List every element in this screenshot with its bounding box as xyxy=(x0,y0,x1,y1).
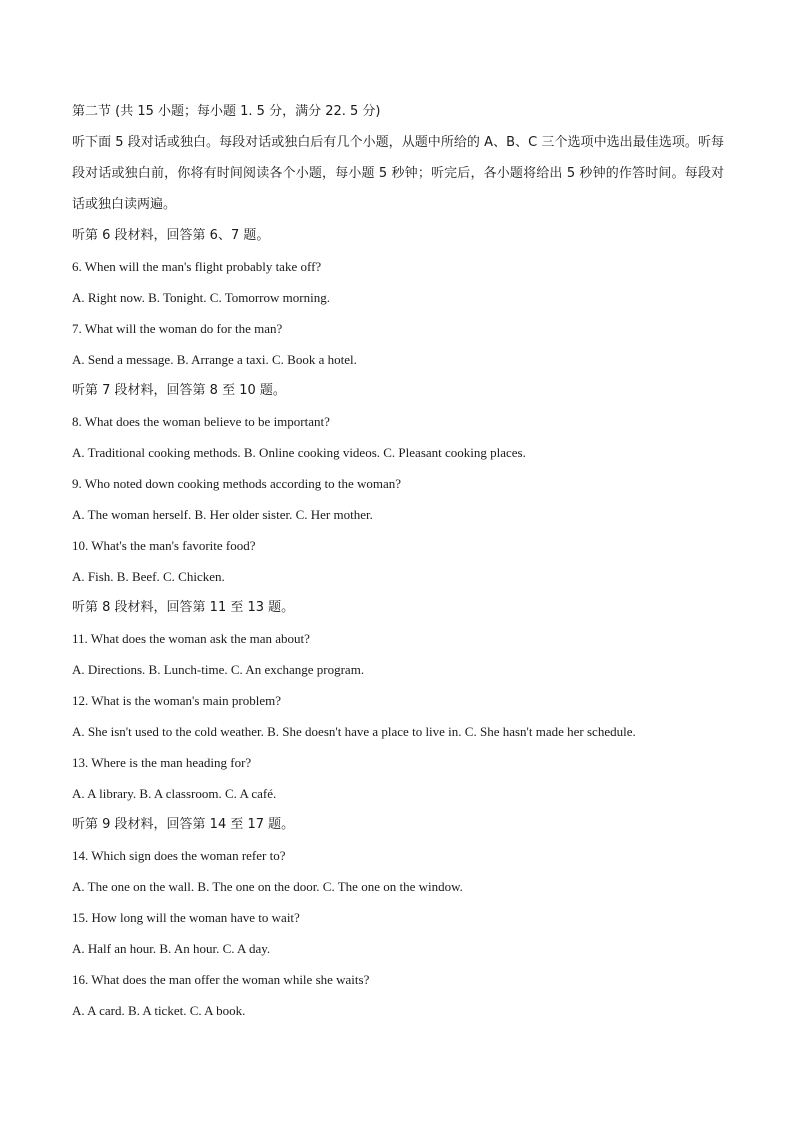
section-heading: 第二节 (共 15 小题；每小题 1. 5 分，满分 22. 5 分) xyxy=(72,104,381,119)
section-instruction: 听下面 5 段对话或独白。每段对话或独白后有几个小题，从题中所给的 A、B、C 三个选项中选出最佳选项。听每段对话或独白前，你将有时间阅读各个小题，每小题 5 秒钟；听完后，各小题将给出 5 秒钟的作答时间。每段对话或独白读两遍。 xyxy=(72,135,724,212)
question-text: 14. Which sign does the woman refer to? xyxy=(72,848,286,863)
question-options: A. Right now. B. Tonight. C. Tomorrow morning. xyxy=(72,290,330,305)
question-options: A. Directions. B. Lunch-time. C. An exchange program. xyxy=(72,662,365,677)
question-group xyxy=(72,375,724,592)
question-text: 15. How long will the woman have to wait? xyxy=(72,910,300,925)
document-page xyxy=(72,96,724,1026)
group-intro: 听第 8 段材料，回答第 11 至 13 题。 xyxy=(72,600,295,615)
question-text: 8. What does the woman believe to be important? xyxy=(72,414,330,429)
group-intro: 听第 7 段材料，回答第 8 至 10 题。 xyxy=(72,383,286,398)
question-options: A. A card. B. A ticket. C. A book. xyxy=(72,1003,246,1018)
question-options: A. The woman herself. B. Her older sister. C. Her mother. xyxy=(72,507,373,522)
question-text: 13. Where is the man heading for? xyxy=(72,755,252,770)
question-text: 9. Who noted down cooking methods according to the woman? xyxy=(72,476,402,491)
question-text: 7. What will the woman do for the man? xyxy=(72,321,283,336)
question-options: A. Traditional cooking methods. B. Online cooking videos. C. Pleasant cooking places. xyxy=(72,445,526,460)
question-options: A. Send a message. B. Arrange a taxi. C. Book a hotel. xyxy=(72,352,357,367)
question-text: 16. What does the man offer the woman while she waits? xyxy=(72,972,370,987)
question-group xyxy=(72,809,724,1026)
question-options: A. Fish. B. Beef. C. Chicken. xyxy=(72,569,225,584)
question-options: A. She isn't used to the cold weather. B. She doesn't have a place to live in. C. She hasn't made her schedule. xyxy=(72,724,636,739)
question-options: A. A library. B. A classroom. C. A café. xyxy=(72,786,277,801)
question-text: 10. What's the man's favorite food? xyxy=(72,538,256,553)
group-intro: 听第 9 段材料，回答第 14 至 17 题。 xyxy=(72,817,295,832)
question-group xyxy=(72,592,724,809)
question-options: A. Half an hour. B. An hour. C. A day. xyxy=(72,941,271,956)
group-intro: 听第 6 段材料，回答第 6、7 题。 xyxy=(72,228,270,243)
question-text: 6. When will the man's flight probably take off? xyxy=(72,259,322,274)
question-group xyxy=(72,220,724,375)
question-text: 12. What is the woman's main problem? xyxy=(72,693,281,708)
question-text: 11. What does the woman ask the man about? xyxy=(72,631,310,646)
question-options: A. The one on the wall. B. The one on the door. C. The one on the window. xyxy=(72,879,463,894)
